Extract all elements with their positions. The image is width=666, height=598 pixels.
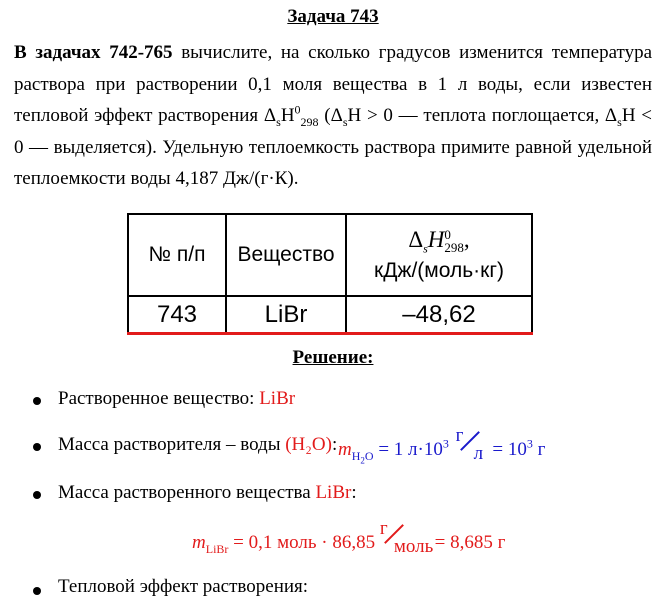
row-number: 743 — [128, 296, 226, 334]
header-number: № п/п — [128, 214, 226, 296]
bullet-solute-mass: Масса растворенного вещества LiBr: — [58, 482, 357, 503]
bullet-marker — [33, 491, 41, 499]
bullet-solvent-mass: Масса растворителя – воды (H₂O): — [58, 434, 338, 455]
table-header-row — [128, 214, 532, 296]
bullet-marker — [33, 443, 41, 451]
formula-water-mass: $m_{H_2O} = 1$ $л\cdot 10^3$ г л = $10^3$ г — [338, 425, 546, 466]
bullet-heat-effect: Тепловой эффект растворения: — [58, 576, 309, 597]
formula-libr-mass: $m_{LiBr} = 0,1$ моль · 86,85 г моль = 8,685 г — [192, 518, 506, 557]
problem-statement: В задачах 742-765 вычислите, на сколько градусов изменится температура раствора при растворении 0,1 моля вещества в 1 л воды, если известен тепловой эффект растворения $\Delta_sH^0_{298}$ ($\Delta_sH > 0$ — теплота поглощается, $\Delta_sH < 0$ — выделяется). Удельную теплоемкость раствора примите равной удельной теплоемкости воды 4,187 Дж/(г·К). — [14, 42, 653, 189]
row-substance: LiBr — [226, 296, 346, 334]
row-enthalpy-value: –48,62 — [346, 296, 532, 334]
header-substance: Вещество — [226, 214, 346, 296]
data-table — [127, 213, 533, 335]
problem-title: Задача 743 — [287, 6, 379, 27]
statement-bold-lead: В задачах 742-765 — [14, 42, 173, 63]
enthalpy-units: кДж/(моль·кг) — [374, 258, 504, 282]
bullet-marker — [33, 587, 41, 595]
solution-title: Решение: — [292, 347, 374, 368]
bullet-solute: Растворенное вещество: LiBr — [58, 388, 296, 409]
enthalpy-symbol: $\Delta_sH$ 0 298 , — [408, 226, 470, 256]
table-row — [128, 296, 532, 334]
bullet-marker — [33, 397, 41, 405]
header-enthalpy — [346, 214, 532, 296]
